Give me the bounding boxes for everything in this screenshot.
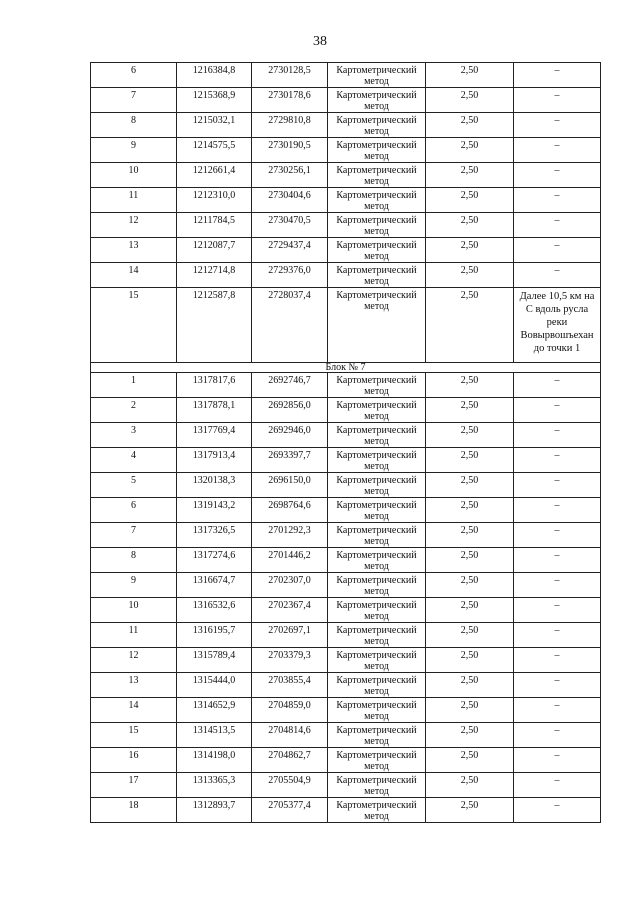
y-coordinate-cell: 2704862,7 [252,748,328,773]
x-coordinate-cell: 1320138,3 [177,473,252,498]
block-header-row [91,363,601,373]
y-coordinate-cell: 2730190,5 [252,138,328,163]
method-cell: Картометрический метод [328,473,426,498]
note-cell: – [514,448,601,473]
point-number-cell: 11 [91,188,177,213]
note-cell: – [514,473,601,498]
y-coordinate-cell: 2730404,6 [252,188,328,213]
y-coordinate-cell: 2730470,5 [252,213,328,238]
note-cell: – [514,498,601,523]
table-row [91,448,601,473]
block-label: Блок № 7 [91,363,601,373]
y-coordinate-cell: 2693397,7 [252,448,328,473]
accuracy-cell: 2,50 [426,598,514,623]
y-coordinate-cell: 2729376,0 [252,263,328,288]
method-cell: Картометрический метод [328,163,426,188]
method-cell: Картометрический метод [328,138,426,163]
accuracy-cell: 2,50 [426,113,514,138]
point-number-cell: 9 [91,573,177,598]
note-cell: – [514,213,601,238]
note-cell: – [514,773,601,798]
point-number-cell: 14 [91,698,177,723]
point-number-cell: 10 [91,163,177,188]
x-coordinate-cell: 1315789,4 [177,648,252,673]
x-coordinate-cell: 1315444,0 [177,673,252,698]
x-coordinate-cell: 1316674,7 [177,573,252,598]
method-cell: Картометрический метод [328,648,426,673]
table-row [91,213,601,238]
point-number-cell: 13 [91,238,177,263]
x-coordinate-cell: 1215032,1 [177,113,252,138]
x-coordinate-cell: 1314198,0 [177,748,252,773]
note-cell: – [514,238,601,263]
point-number-cell: 5 [91,473,177,498]
point-number-cell: 17 [91,773,177,798]
note-cell: – [514,188,601,213]
table-row [91,698,601,723]
table-row [91,748,601,773]
method-cell: Картометрический метод [328,723,426,748]
note-cell: – [514,138,601,163]
y-coordinate-cell: 2701446,2 [252,548,328,573]
page-number: 38 [313,34,327,49]
method-cell: Картометрический метод [328,573,426,598]
x-coordinate-cell: 1316532,6 [177,598,252,623]
x-coordinate-cell: 1212587,8 [177,288,252,363]
x-coordinate-cell: 1317878,1 [177,398,252,423]
accuracy-cell: 2,50 [426,448,514,473]
table-row [91,673,601,698]
note-cell: – [514,263,601,288]
point-number-cell: 16 [91,748,177,773]
x-coordinate-cell: 1211784,5 [177,213,252,238]
x-coordinate-cell: 1314652,9 [177,698,252,723]
note-cell: – [514,88,601,113]
point-number-cell: 1 [91,373,177,398]
note-cell: Далее 10,5 км на С вдоль русла реки Вовырвошъехан до точки 1 [514,288,601,363]
accuracy-cell: 2,50 [426,163,514,188]
x-coordinate-cell: 1317326,5 [177,523,252,548]
table-row [91,373,601,398]
point-number-cell: 15 [91,288,177,363]
point-number-cell: 12 [91,648,177,673]
table-row [91,398,601,423]
accuracy-cell: 2,50 [426,423,514,448]
method-cell: Картометрический метод [328,398,426,423]
accuracy-cell: 2,50 [426,373,514,398]
table-row [91,523,601,548]
method-cell: Картометрический метод [328,423,426,448]
y-coordinate-cell: 2730178,6 [252,88,328,113]
point-number-cell: 6 [91,498,177,523]
table-row [91,473,601,498]
method-cell: Картометрический метод [328,448,426,473]
x-coordinate-cell: 1212661,4 [177,163,252,188]
table-row [91,598,601,623]
accuracy-cell: 2,50 [426,648,514,673]
method-cell: Картометрический метод [328,88,426,113]
point-number-cell: 7 [91,88,177,113]
accuracy-cell: 2,50 [426,798,514,823]
accuracy-cell: 2,50 [426,548,514,573]
method-cell: Картометрический метод [328,673,426,698]
x-coordinate-cell: 1319143,2 [177,498,252,523]
accuracy-cell: 2,50 [426,498,514,523]
accuracy-cell: 2,50 [426,63,514,88]
point-number-cell: 12 [91,213,177,238]
table-row [91,63,601,88]
coordinates-table [90,62,601,823]
method-cell: Картометрический метод [328,748,426,773]
note-cell: – [514,373,601,398]
point-number-cell: 4 [91,448,177,473]
accuracy-cell: 2,50 [426,573,514,598]
method-cell: Картометрический метод [328,798,426,823]
note-cell: – [514,163,601,188]
y-coordinate-cell: 2703379,3 [252,648,328,673]
method-cell: Картометрический метод [328,288,426,363]
accuracy-cell: 2,50 [426,748,514,773]
table-row [91,138,601,163]
note-cell: – [514,798,601,823]
note-cell: – [514,698,601,723]
table-row [91,498,601,523]
y-coordinate-cell: 2692946,0 [252,423,328,448]
table-row [91,263,601,288]
note-cell: – [514,573,601,598]
method-cell: Картометрический метод [328,188,426,213]
accuracy-cell: 2,50 [426,238,514,263]
point-number-cell: 8 [91,113,177,138]
method-cell: Картометрический метод [328,263,426,288]
accuracy-cell: 2,50 [426,723,514,748]
method-cell: Картометрический метод [328,113,426,138]
table-row [91,573,601,598]
accuracy-cell: 2,50 [426,88,514,113]
point-number-cell: 13 [91,673,177,698]
note-cell: – [514,423,601,448]
point-number-cell: 8 [91,548,177,573]
accuracy-cell: 2,50 [426,698,514,723]
y-coordinate-cell: 2705377,4 [252,798,328,823]
accuracy-cell: 2,50 [426,673,514,698]
y-coordinate-cell: 2702697,1 [252,623,328,648]
x-coordinate-cell: 1215368,9 [177,88,252,113]
accuracy-cell: 2,50 [426,473,514,498]
point-number-cell: 15 [91,723,177,748]
point-number-cell: 10 [91,598,177,623]
x-coordinate-cell: 1316195,7 [177,623,252,648]
y-coordinate-cell: 2702367,4 [252,598,328,623]
note-cell: – [514,748,601,773]
coordinates-table-body [91,63,601,823]
table-row [91,798,601,823]
y-coordinate-cell: 2703855,4 [252,673,328,698]
y-coordinate-cell: 2729810,8 [252,113,328,138]
point-number-cell: 6 [91,63,177,88]
x-coordinate-cell: 1212087,7 [177,238,252,263]
accuracy-cell: 2,50 [426,288,514,363]
table-row [91,773,601,798]
method-cell: Картометрический метод [328,238,426,263]
accuracy-cell: 2,50 [426,398,514,423]
y-coordinate-cell: 2704859,0 [252,698,328,723]
table-row [91,88,601,113]
method-cell: Картометрический метод [328,548,426,573]
x-coordinate-cell: 1317913,4 [177,448,252,473]
accuracy-cell: 2,50 [426,138,514,163]
table-row [91,423,601,448]
table-row [91,623,601,648]
y-coordinate-cell: 2702307,0 [252,573,328,598]
y-coordinate-cell: 2704814,6 [252,723,328,748]
y-coordinate-cell: 2698764,6 [252,498,328,523]
x-coordinate-cell: 1212714,8 [177,263,252,288]
x-coordinate-cell: 1312893,7 [177,798,252,823]
point-number-cell: 11 [91,623,177,648]
accuracy-cell: 2,50 [426,213,514,238]
x-coordinate-cell: 1317769,4 [177,423,252,448]
x-coordinate-cell: 1214575,5 [177,138,252,163]
table-row [91,238,601,263]
y-coordinate-cell: 2696150,0 [252,473,328,498]
accuracy-cell: 2,50 [426,263,514,288]
point-number-cell: 7 [91,523,177,548]
x-coordinate-cell: 1212310,0 [177,188,252,213]
note-cell: – [514,523,601,548]
method-cell: Картометрический метод [328,598,426,623]
table-row [91,113,601,138]
note-cell: – [514,673,601,698]
table-row [91,648,601,673]
note-cell: – [514,723,601,748]
point-number-cell: 9 [91,138,177,163]
table-row [91,723,601,748]
note-cell: – [514,548,601,573]
y-coordinate-cell: 2728037,4 [252,288,328,363]
x-coordinate-cell: 1313365,3 [177,773,252,798]
y-coordinate-cell: 2701292,3 [252,523,328,548]
table-row [91,288,601,363]
method-cell: Картометрический метод [328,213,426,238]
method-cell: Картометрический метод [328,63,426,88]
y-coordinate-cell: 2730128,5 [252,63,328,88]
table-row [91,188,601,213]
x-coordinate-cell: 1314513,5 [177,723,252,748]
accuracy-cell: 2,50 [426,623,514,648]
point-number-cell: 3 [91,423,177,448]
y-coordinate-cell: 2729437,4 [252,238,328,263]
y-coordinate-cell: 2692746,7 [252,373,328,398]
point-number-cell: 18 [91,798,177,823]
point-number-cell: 2 [91,398,177,423]
note-cell: – [514,113,601,138]
x-coordinate-cell: 1317274,6 [177,548,252,573]
table-row [91,163,601,188]
y-coordinate-cell: 2730256,1 [252,163,328,188]
method-cell: Картометрический метод [328,698,426,723]
note-cell: – [514,63,601,88]
method-cell: Картометрический метод [328,523,426,548]
accuracy-cell: 2,50 [426,523,514,548]
x-coordinate-cell: 1216384,8 [177,63,252,88]
accuracy-cell: 2,50 [426,188,514,213]
note-cell: – [514,398,601,423]
table-row [91,548,601,573]
point-number-cell: 14 [91,263,177,288]
note-cell: – [514,623,601,648]
x-coordinate-cell: 1317817,6 [177,373,252,398]
y-coordinate-cell: 2692856,0 [252,398,328,423]
accuracy-cell: 2,50 [426,773,514,798]
note-cell: – [514,598,601,623]
method-cell: Картометрический метод [328,373,426,398]
method-cell: Картометрический метод [328,498,426,523]
method-cell: Картометрический метод [328,773,426,798]
note-cell: – [514,648,601,673]
method-cell: Картометрический метод [328,623,426,648]
y-coordinate-cell: 2705504,9 [252,773,328,798]
